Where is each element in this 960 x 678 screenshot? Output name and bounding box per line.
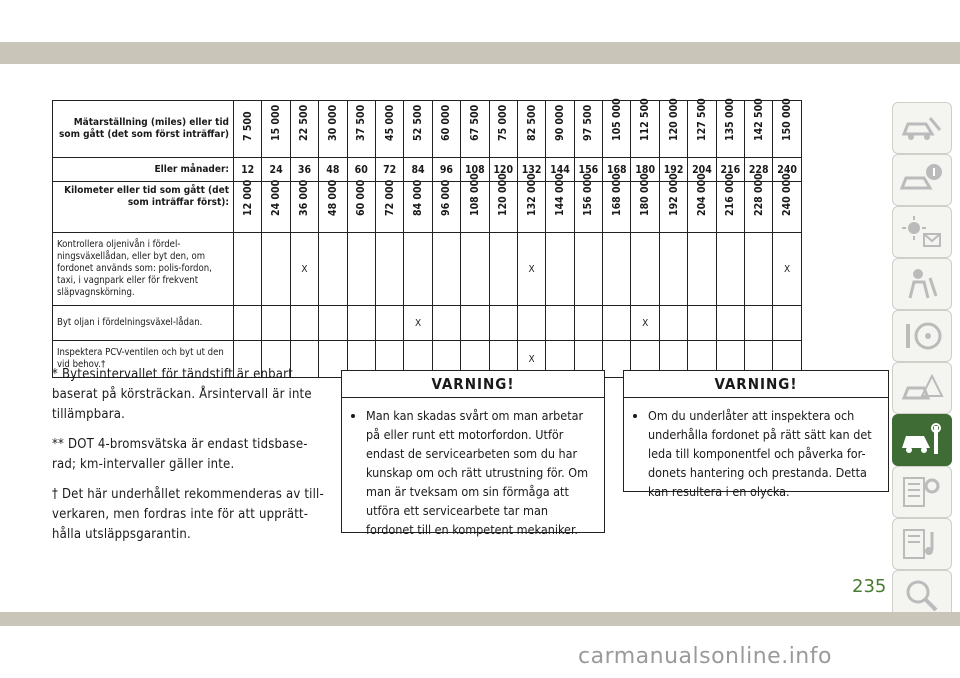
schedule-mark xyxy=(262,233,290,306)
months-value: 48 xyxy=(319,158,347,182)
months-value: 216 xyxy=(716,158,744,182)
miles-value: 45 000 xyxy=(383,104,396,141)
months-value: 132 xyxy=(517,158,545,182)
tab-vehicle-intro[interactable] xyxy=(892,102,952,154)
miles-cell xyxy=(603,98,631,158)
miles-value: 30 000 xyxy=(326,104,339,141)
schedule-mark xyxy=(319,306,347,341)
miles-cell xyxy=(517,101,545,158)
steering-wheel-icon xyxy=(900,318,944,354)
months-value: 12 xyxy=(234,158,262,182)
miles-value: 127 500 xyxy=(695,98,708,141)
miles-value: 135 000 xyxy=(724,98,737,141)
schedule-mark xyxy=(745,306,773,341)
schedule-mark xyxy=(489,306,517,341)
miles-cell xyxy=(461,101,489,158)
km-value: 12 000 xyxy=(241,179,254,216)
magnifier-icon xyxy=(900,578,944,614)
schedule-mark xyxy=(546,233,574,306)
months-value: 108 xyxy=(461,158,489,182)
months-value: 204 xyxy=(688,158,716,182)
schedule-mark: X xyxy=(773,233,801,306)
schedule-row xyxy=(53,306,802,341)
km-cell xyxy=(234,179,262,233)
miles-value: 105 000 xyxy=(610,98,623,141)
car-wrench-icon xyxy=(900,422,944,458)
km-value: 240 000 xyxy=(781,173,794,216)
km-value: 96 000 xyxy=(440,179,453,216)
km-cell xyxy=(631,173,659,233)
miles-cell xyxy=(659,98,687,158)
km-value: 60 000 xyxy=(355,179,368,216)
miles-cell xyxy=(574,101,602,158)
miles-cell xyxy=(745,98,773,158)
km-value: 228 000 xyxy=(752,173,765,216)
km-value: 48 000 xyxy=(326,179,339,216)
schedule-mark xyxy=(773,306,801,341)
miles-value: 112 500 xyxy=(639,98,652,141)
tab-emergency[interactable] xyxy=(892,362,952,414)
music-list-icon xyxy=(900,526,944,562)
footnotes xyxy=(52,365,324,555)
km-value: 204 000 xyxy=(695,173,708,216)
miles-cell xyxy=(347,101,375,158)
schedule-mark xyxy=(688,306,716,341)
tab-warning-lights[interactable] xyxy=(892,206,952,258)
km-cell xyxy=(461,173,489,233)
schedule-mark xyxy=(574,233,602,306)
schedule-mark xyxy=(375,233,403,306)
km-value: 180 000 xyxy=(639,173,652,216)
miles-value: 120 000 xyxy=(667,98,680,141)
km-value: 36 000 xyxy=(298,179,311,216)
months-value: 72 xyxy=(375,158,403,182)
schedule-row-label: Inspektera PCV-ventilen och byt ut den vid behov.† xyxy=(53,341,234,378)
schedule-mark xyxy=(688,233,716,306)
schedule-mark xyxy=(716,306,744,341)
miles-value: 52 500 xyxy=(412,104,425,141)
months-value: 168 xyxy=(603,158,631,182)
bottom-band xyxy=(0,612,960,626)
km-value: 168 000 xyxy=(610,173,623,216)
schedule-mark xyxy=(659,233,687,306)
km-value: 84 000 xyxy=(412,179,425,216)
km-value: 24 000 xyxy=(270,179,283,216)
miles-value: 97 500 xyxy=(582,104,595,141)
miles-value: 60 000 xyxy=(440,104,453,141)
schedule-row-label: Byt oljan i fördelningsväxel-lådan. xyxy=(53,306,234,341)
schedule-mark xyxy=(489,233,517,306)
car-key-icon xyxy=(900,110,944,146)
schedule-mark: X xyxy=(631,306,659,341)
months-value: 180 xyxy=(631,158,659,182)
schedule-mark xyxy=(716,233,744,306)
miles-cell xyxy=(375,101,403,158)
schedule-mark xyxy=(290,306,318,341)
schedule-mark xyxy=(574,306,602,341)
km-header-label: Kilometer eller tid som gått (det som inträffar först): xyxy=(53,182,234,233)
tab-safety[interactable] xyxy=(892,258,952,310)
km-value: 156 000 xyxy=(582,173,595,216)
warning-text-2: • Om du underlåter att inspektera och underhålla fordonet på rätt sätt kan det leda till komponentfel och påverka for-donets hantering och prestanda. Detta kan resultera i en olycka. xyxy=(648,406,878,501)
schedule-mark xyxy=(631,233,659,306)
km-cell xyxy=(262,179,290,233)
km-cell xyxy=(432,179,460,233)
schedule-mark xyxy=(745,233,773,306)
car-info-icon xyxy=(900,162,944,198)
schedule-mark xyxy=(262,306,290,341)
miles-value: 37 500 xyxy=(355,104,368,141)
km-value: 192 000 xyxy=(667,173,680,216)
months-value: 156 xyxy=(574,158,602,182)
page-number: 235 xyxy=(852,576,887,597)
footnote-dagger: † Det här underhållet rekommenderas av till-verkaren, men fordras inte för att upprätt-hålla utsläppsgarantin. xyxy=(52,487,324,542)
footnote-brake-fluid: ** DOT 4-bromsvätska är endast tidsbase-rad; km-intervaller gäller inte. xyxy=(52,437,308,472)
warning-box-2 xyxy=(623,370,889,499)
km-cell xyxy=(489,173,517,233)
km-cell xyxy=(319,179,347,233)
km-value: 72 000 xyxy=(383,179,396,216)
warning-box-1 xyxy=(341,370,605,537)
schedule-row-label: Kontrollera oljenivån i fördel-ningsväxellådan, eller byt den, om fordonet används som: polis-fordon, taxi, i vagnpark eller för frekvent släpvagnskörning. xyxy=(53,233,234,306)
miles-value: 22 500 xyxy=(298,104,311,141)
schedule-mark: X xyxy=(290,233,318,306)
miles-value: 67 500 xyxy=(468,104,481,141)
schedule-mark xyxy=(603,306,631,341)
warning-title-1: VARNING! xyxy=(342,371,604,398)
warning-title-2: VARNING! xyxy=(624,371,888,398)
schedule-mark xyxy=(432,233,460,306)
km-cell xyxy=(517,173,545,233)
schedule-mark: X xyxy=(517,341,545,378)
schedule-mark xyxy=(659,306,687,341)
km-value: 120 000 xyxy=(497,173,510,216)
miles-cell xyxy=(262,101,290,158)
miles-cell xyxy=(773,98,801,158)
schedule-mark xyxy=(347,233,375,306)
months-value: 24 xyxy=(262,158,290,182)
schedule-mark xyxy=(517,306,545,341)
km-value: 132 000 xyxy=(525,173,538,216)
miles-value: 15 000 xyxy=(270,104,283,141)
schedule-mark xyxy=(432,306,460,341)
km-cell xyxy=(290,179,318,233)
list-gear-icon xyxy=(900,474,944,510)
top-band xyxy=(0,0,960,50)
schedule-mark xyxy=(546,306,574,341)
schedule-mark: X xyxy=(517,233,545,306)
months-row xyxy=(53,158,802,182)
miles-value: 82 500 xyxy=(525,104,538,141)
miles-cell xyxy=(716,98,744,158)
schedule-mark xyxy=(461,233,489,306)
miles-cell xyxy=(631,98,659,158)
seatbelt-icon xyxy=(900,266,944,302)
km-value: 144 000 xyxy=(553,173,566,216)
km-value: 216 000 xyxy=(724,173,737,216)
footnote-spark-plugs: * Bytesintervallet för tändstift är enbart baserat på körsträckan. Årsintervall är inte tillämpbara. xyxy=(52,367,312,422)
tab-specifications[interactable] xyxy=(892,466,952,518)
km-cell xyxy=(745,173,773,233)
km-cell xyxy=(404,179,432,233)
miles-header-label: Mätarställning (miles) eller tid som gått (det som först inträffar) xyxy=(53,101,234,158)
months-value: 36 xyxy=(290,158,318,182)
schedule-mark xyxy=(319,233,347,306)
miles-cell xyxy=(432,101,460,158)
km-cell xyxy=(659,173,687,233)
warning-triangle-car-icon xyxy=(900,370,944,406)
top-band-bar xyxy=(0,42,960,64)
schedule-mark xyxy=(375,306,403,341)
schedule-mark: X xyxy=(404,306,432,341)
schedule-row xyxy=(53,233,802,306)
tab-service-maintenance[interactable] xyxy=(892,414,952,466)
months-value: 96 xyxy=(432,158,460,182)
km-cell xyxy=(546,173,574,233)
km-cell xyxy=(688,173,716,233)
miles-cell xyxy=(688,98,716,158)
sun-mail-icon xyxy=(900,214,944,250)
km-value: 108 000 xyxy=(468,173,481,216)
months-value: 120 xyxy=(489,158,517,182)
km-cell xyxy=(716,173,744,233)
schedule-mark xyxy=(404,233,432,306)
km-cell xyxy=(603,173,631,233)
miles-row xyxy=(53,101,802,158)
miles-cell xyxy=(319,101,347,158)
tab-car-info[interactable] xyxy=(892,154,952,206)
miles-value: 142 500 xyxy=(752,98,765,141)
months-value: 240 xyxy=(773,158,801,182)
km-cell xyxy=(347,179,375,233)
miles-value: 150 000 xyxy=(781,98,794,141)
schedule-mark xyxy=(603,233,631,306)
maintenance-schedule-table xyxy=(52,100,802,378)
km-cell xyxy=(773,173,801,233)
months-value: 192 xyxy=(659,158,687,182)
schedule-mark xyxy=(461,306,489,341)
miles-value: 90 000 xyxy=(553,104,566,141)
miles-value: 7 500 xyxy=(241,111,254,141)
km-cell xyxy=(574,173,602,233)
months-value: 60 xyxy=(347,158,375,182)
months-label: Eller månader: xyxy=(53,158,234,182)
months-value: 228 xyxy=(745,158,773,182)
miles-cell xyxy=(489,101,517,158)
miles-cell xyxy=(290,101,318,158)
miles-cell xyxy=(546,101,574,158)
miles-cell xyxy=(234,101,262,158)
watermark: carmanualsonline.info xyxy=(578,644,832,669)
tab-starting-driving[interactable] xyxy=(892,310,952,362)
schedule-mark xyxy=(347,306,375,341)
months-value: 144 xyxy=(546,158,574,182)
km-cell xyxy=(375,179,403,233)
km-row xyxy=(53,182,802,233)
months-value: 84 xyxy=(404,158,432,182)
miles-value: 75 000 xyxy=(497,104,510,141)
warning-text-1: • Man kan skadas svårt om man arbetar på eller runt ett motorfordon. Utför endast de servicearbeten som du har kunskap om och rätt utrustning för. Om man är tveksam om sin förmåga att utföra ett servicearbete tar man fordonet till en kompetent mekaniker. xyxy=(366,406,594,539)
tab-multimedia[interactable] xyxy=(892,518,952,570)
schedule-mark xyxy=(234,306,262,341)
miles-cell xyxy=(404,101,432,158)
schedule-mark xyxy=(234,233,262,306)
